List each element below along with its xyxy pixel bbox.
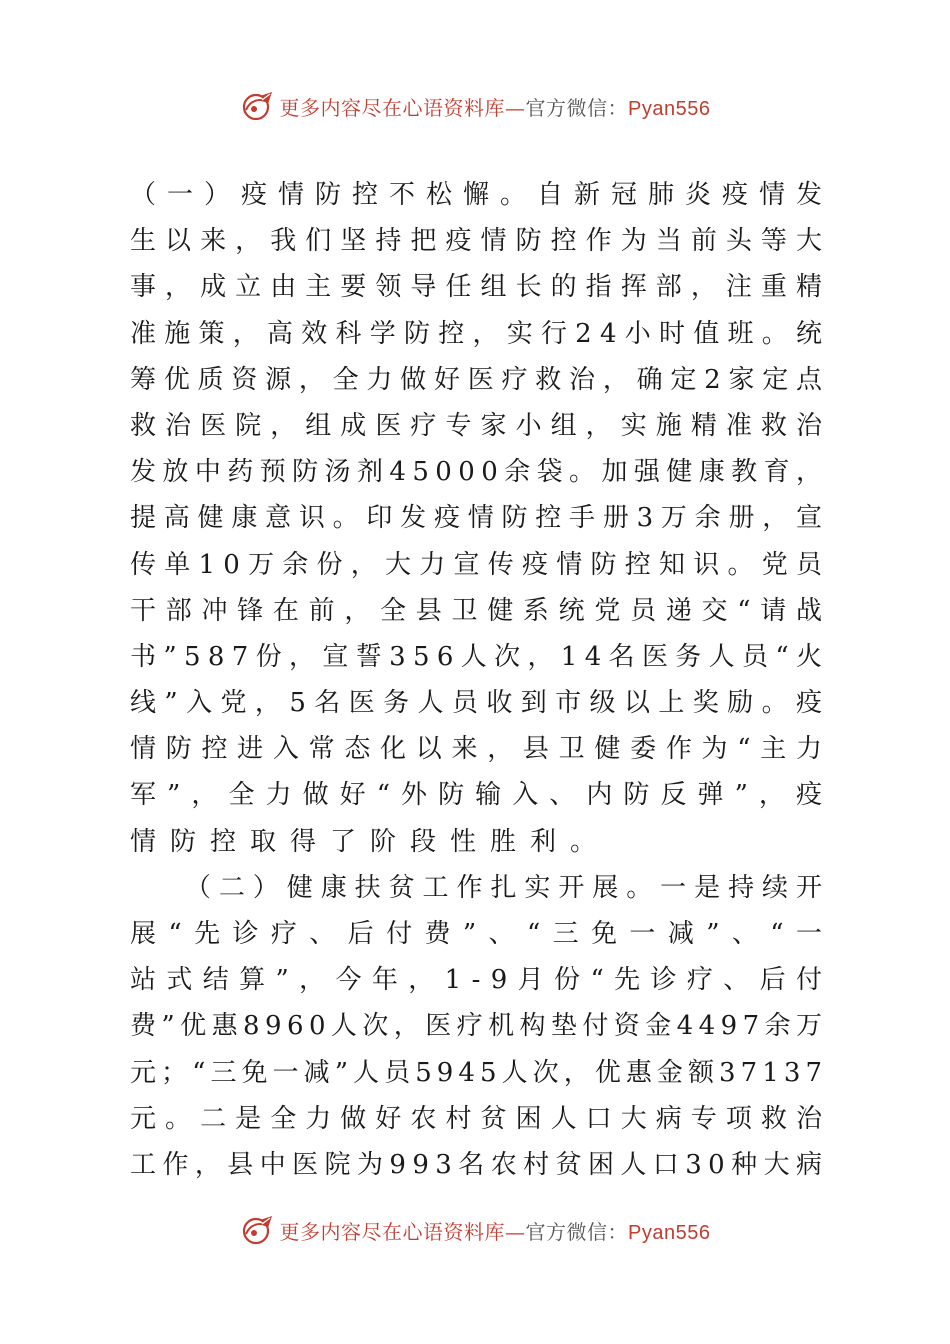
watermark-title: 更多内容尽在心语资料库 [279,1219,506,1244]
text-line: 情防控取得了阶段性胜利。 [130,826,611,857]
watermark-wechat-id: Pyan556 [628,1221,711,1244]
watermark-dash: — [505,95,526,120]
text-line: （二）健康扶贫工作扎实开展。一是持续开 [130,872,830,903]
text-line: 元。二是全力做好农村贫困人口大病专项救治 [130,1103,832,1134]
text-line: 筹优质资源，全力做好医疗救治，确定2家定点 [130,364,830,395]
text-line: 救治医院，组成医疗专家小组，实施精准救治 [130,410,832,441]
text-line: 发放中药预防汤剂45000余袋。加强健康教育， [130,457,829,488]
text-line: （一）疫情防控不松懈。自新冠肺炎疫情发 [130,180,833,210]
text-line: 生以来，我们坚持把疫情防控作为当前头等大 [130,226,832,257]
pen-nib-swirl-icon [240,88,276,124]
watermark-dash: — [505,1219,526,1244]
watermark-text [280,92,711,121]
watermark-wechat-id: Pyan556 [628,97,711,120]
text-line: 提高健康意识。印发疫情防控手册3万余册，宣 [130,503,830,534]
text-line: 线”入党，5名医务人员收到市级以上奖励。疫 [130,688,831,719]
pen-nib-swirl-icon [240,1212,276,1248]
text-line: 事，成立由主要领导任组长的指挥部，注重精 [130,272,832,303]
text-line: 费”优惠8960人次，医疗机构垫付资金4497余万 [130,1011,828,1042]
watermark-footer [0,1208,950,1252]
document-body [130,172,835,1188]
text-line: 书”587份，宣誓356人次，14名医务人员“火 [130,641,830,672]
watermark-text [280,1216,711,1245]
text-line: 站式结算”，今年，1-9月份“先诊疗、后付 [130,965,833,996]
text-line: 情防控进入常态化以来，县卫健委作为“主力 [130,734,832,765]
text-line: 展“先诊疗、后付费”、“三免一减”、“一 [130,919,835,949]
text-line: 元；“三免一减”人员5945人次，优惠金额37137 [130,1057,828,1088]
text-line: 工作，县中医院为993名农村贫困人口30种大病 [130,1149,829,1180]
text-line: 军”，全力做好“外防输入、内防反弹”，疫 [130,780,834,811]
text-line: 传单10万余份，大力宣传疫情防控知识。党员 [130,549,831,580]
watermark-official-label: 官方微信： [525,1219,629,1244]
watermark-header [0,84,950,128]
text-line: 干部冲锋在前，全县卫健系统党员递交“请战 [130,595,832,626]
text-line: 准施策，高效科学防控，实行24小时值班。统 [130,318,831,349]
watermark-title: 更多内容尽在心语资料库 [279,95,506,120]
watermark-official-label: 官方微信： [525,95,629,120]
